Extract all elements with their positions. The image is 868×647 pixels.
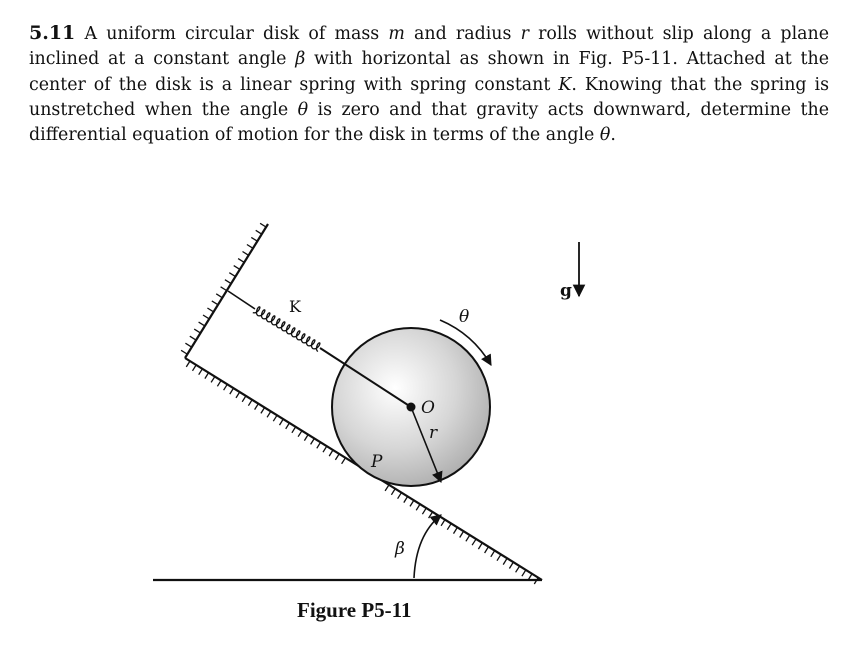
problem-text-7: . [610, 125, 616, 146]
label-k: K [289, 297, 301, 316]
label-beta: β [395, 539, 405, 559]
var-m: m [388, 24, 405, 44]
problem-text-6: is zero and that gravity acts downward, determine the differential equation of motion for the disk in terms of the angle [29, 99, 830, 146]
problem-text-4: with horizontal as shown in Fig. P5-11. Attached at the center of the disk is a linear spring with spring constant [29, 49, 829, 95]
figure-caption: Figure P5-11 [297, 598, 412, 622]
var-theta-1: θ [297, 99, 309, 120]
beta-arc [414, 515, 441, 578]
problem-text-3: rolls without slip along a plane inclined at a constant angle [29, 24, 829, 70]
label-o: O [421, 398, 435, 418]
wall-hatching [181, 223, 266, 354]
var-theta-2: θ [599, 125, 611, 146]
problem-number: 5.11 [29, 22, 76, 44]
wall-line [185, 224, 268, 358]
problem-text-1: A uniform circular disk of mass [75, 24, 389, 44]
var-beta: β [295, 49, 306, 70]
problem-text-5: . Knowing that the spring is unstretched when the angle [29, 74, 829, 120]
spring-lead [228, 291, 255, 309]
label-r: r [429, 423, 438, 443]
problem-text-2: and radius [404, 24, 521, 44]
label-theta: θ [459, 307, 470, 327]
var-k: K [558, 74, 572, 95]
spring-coil [253, 307, 320, 352]
label-p: P [371, 452, 383, 472]
var-r: r [520, 24, 529, 44]
label-g: g [560, 281, 572, 301]
